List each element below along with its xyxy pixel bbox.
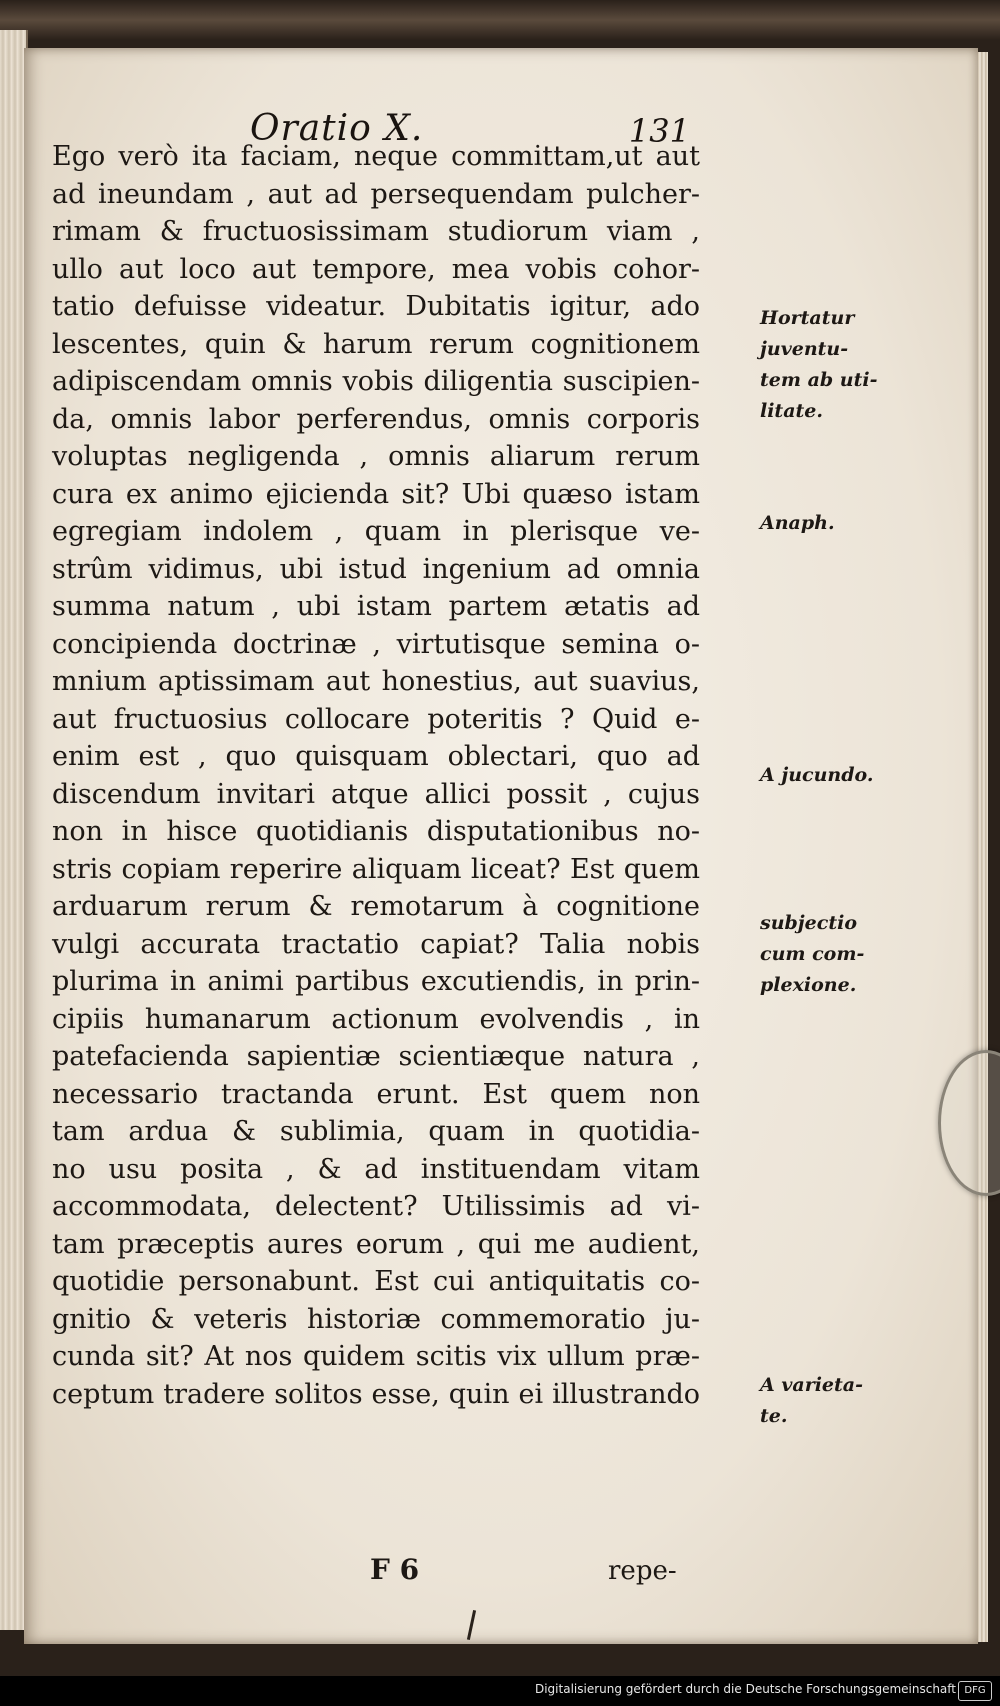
text-line: egregiam indolem , quam in plerisque ve- <box>52 516 700 547</box>
text-line: gnitio & veteris historiæ commemoratio ju- <box>52 1303 700 1335</box>
text-line: ceptum tradere solitos esse, quin ei illustrando <box>52 1378 700 1410</box>
text-line: discendum invitari atque allici possit , cujus <box>52 778 700 810</box>
text-line: da, omnis labor perferendus, omnis corporis <box>52 403 700 435</box>
text-line: tatio defuisse videatur. Dubitatis igitur, ado <box>52 291 700 322</box>
margin-note-line: Hortatur <box>760 307 855 329</box>
catchword: repe- <box>608 1556 677 1586</box>
text-line: ad ineundam , aut ad persequendam pulcher- <box>52 178 700 210</box>
text-line: enim est , quo quisquam oblectari, quo ad <box>52 741 700 772</box>
text-line: Ego verò ita faciam, neque committam,ut aut <box>52 141 700 172</box>
text-line: patefacienda sapientiæ scientiæque natura , <box>52 1041 700 1072</box>
text-line: necessario tractanda erunt. Est quem non <box>52 1078 700 1110</box>
text-line: summa natum , ubi istam partem ætatis ad <box>52 591 700 622</box>
text-line: aut fructuosius collocare poteritis ? Quid e- <box>52 703 700 735</box>
signature-mark: F 6 <box>370 1553 420 1586</box>
text-line: tam præceptis aures eorum , qui me audient, <box>52 1228 700 1260</box>
text-line: rimam & fructuosissimam studiorum viam , <box>52 216 700 247</box>
margin-note-line: te. <box>760 1405 788 1427</box>
text-line: quotidie personabunt. Est cui antiquitatis co- <box>52 1266 700 1297</box>
text-line: ullo aut loco aut tempore, mea vobis cohor- <box>52 253 700 285</box>
page-edge-right <box>978 52 988 1642</box>
margin-note-line: juventu- <box>760 338 849 360</box>
text-line: vulgi accurata tractatio capiat? Talia nobis <box>52 928 700 960</box>
text-line: cipiis humanarum actionum evolvendis , in <box>52 1003 700 1035</box>
margin-note-line: Anaph. <box>760 512 835 534</box>
dfg-logo: DFG <box>958 1681 992 1701</box>
text-line: tam ardua & sublimia, quam in quotidia- <box>52 1116 700 1147</box>
text-line: adipiscendam omnis vobis diligentia suscipien- <box>52 366 700 397</box>
text-line: plurima in animi partibus excutiendis, in prin- <box>52 966 700 997</box>
funding-credit: Digitalisierung gefördert durch die Deutsche Forschungsgemeinschaft <box>534 1682 956 1696</box>
running-title: Oratio X. <box>250 108 424 149</box>
text-line: strûm vidimus, ubi istud ingenium ad omnia <box>52 553 700 585</box>
text-line: no usu posita , & ad instituendam vitam <box>52 1153 700 1185</box>
main-text <box>52 138 878 1427</box>
text-line: mnium aptissimam aut honestius, aut suavius, <box>52 666 700 697</box>
text-line: concipienda doctrinæ , virtutisque semina o- <box>52 628 700 660</box>
margin-note-line: cum com- <box>760 943 865 965</box>
text-line: accommodata, delectent? Utilissimis ad vi- <box>52 1191 700 1222</box>
page-number: 131 <box>628 112 690 150</box>
text-line: stris copiam reperire aliquam liceat? Est quem <box>52 853 700 885</box>
margin-note-line: litate. <box>760 400 824 422</box>
text-line: cunda sit? At nos quidem scitis vix ullum præ- <box>52 1341 700 1372</box>
margin-note-line: plexione. <box>760 974 857 996</box>
margin-note-line: A jucundo. <box>760 764 874 786</box>
text-line: voluptas negligenda , omnis aliarum rerum <box>52 441 700 472</box>
margin-note-hortatur <box>760 303 910 427</box>
text-line: non in hisce quotidianis disputationibus no- <box>52 816 700 847</box>
margin-note-a-varietate <box>760 1370 910 1432</box>
text-line: arduarum rerum & remotarum à cognitione <box>52 891 700 922</box>
margin-note-line: A varieta- <box>760 1374 863 1396</box>
margin-note-anaph <box>760 508 910 539</box>
text-line: cura ex animo ejicienda sit? Ubi quæso istam <box>52 478 700 510</box>
text-line: lescentes, quin & harum rerum cognitionem <box>52 328 700 360</box>
margin-note-line: tem ab uti- <box>760 369 878 391</box>
margin-note-line: subjectio <box>760 912 857 934</box>
margin-note-subjectio <box>760 908 910 1001</box>
footer-bar <box>0 1676 1000 1706</box>
margin-note-a-jucundo <box>760 760 910 791</box>
